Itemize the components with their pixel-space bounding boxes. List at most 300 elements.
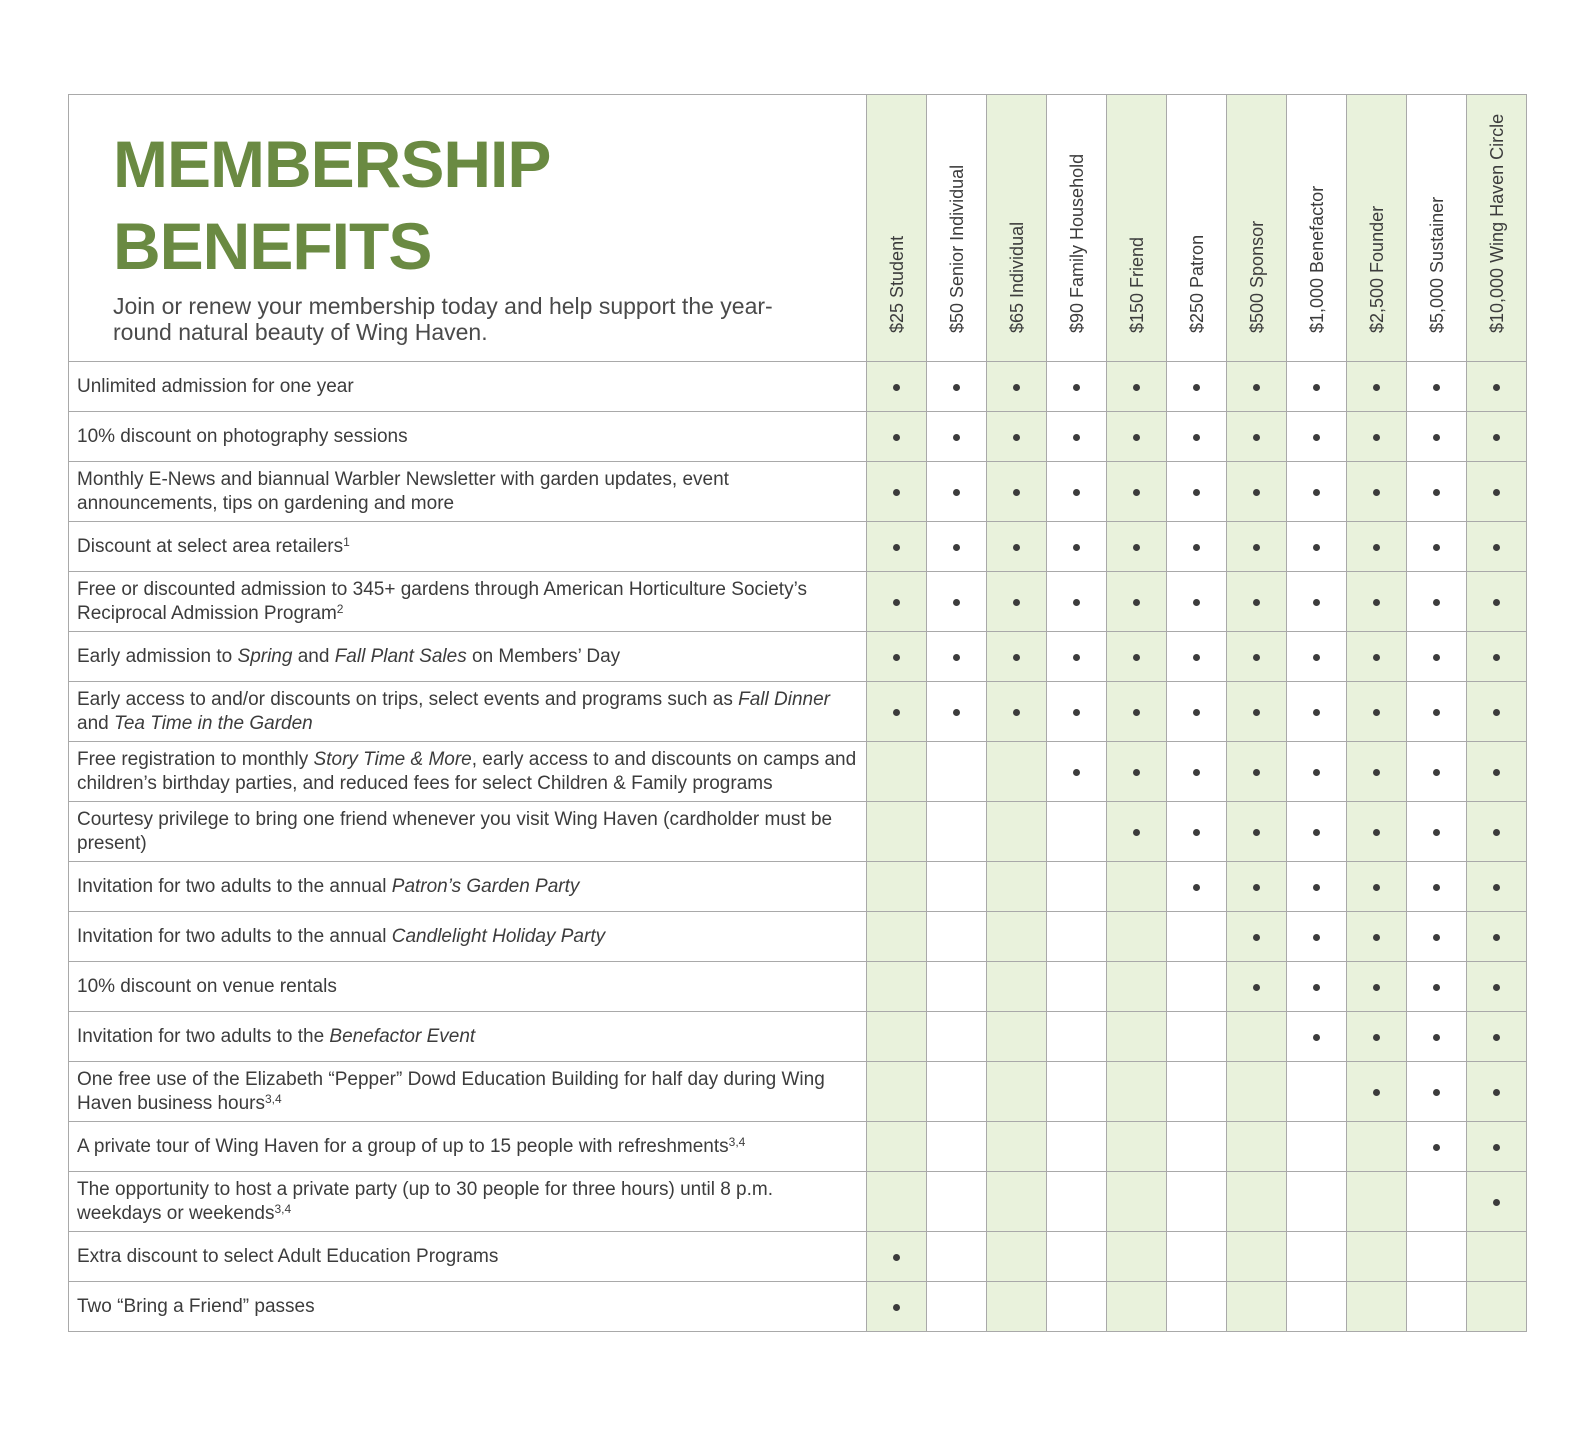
benefit-description [69,962,867,1012]
tier-cell [1287,682,1347,742]
tier-cell [1227,682,1287,742]
tier-label: $65 Individual [1006,221,1027,333]
benefit-text: and [292,645,335,667]
tier-cell [1047,1012,1107,1062]
benefit-text: Monthly E-News and biannual Warbler Newsletter with garden updates, event announcements, tips on gardening and more [77,468,729,514]
tier-cell [1347,1172,1407,1232]
tier-cell [1227,412,1287,462]
tier-cell [1467,742,1527,802]
included-bullet-icon [1073,769,1080,776]
benefit-text: 10% discount on photography sessions [77,425,408,447]
tier-cell [1347,862,1407,912]
tier-cell [987,462,1047,522]
included-bullet-icon [1073,599,1080,606]
tier-cell [1347,742,1407,802]
included-bullet-icon [1133,769,1140,776]
tier-cell [867,862,927,912]
tier-cell [1047,1232,1107,1282]
benefit-description [69,742,867,802]
tier-cell [1227,572,1287,632]
tier-label: $150 Friend [1126,236,1147,333]
included-bullet-icon [1373,599,1380,606]
included-bullet-icon [1073,654,1080,661]
benefit-description [69,572,867,632]
included-bullet-icon [1433,984,1440,991]
tier-cell [927,522,987,572]
benefit-text: on Members’ Day [466,645,621,667]
included-bullet-icon [1433,1144,1440,1151]
included-bullet-icon [1193,384,1200,391]
included-bullet-icon [1313,434,1320,441]
tier-cell [1167,362,1227,412]
benefit-row [69,682,1527,742]
tier-cell [867,962,927,1012]
tier-cell [927,462,987,522]
tier-cell [927,962,987,1012]
tier-cell [1467,632,1527,682]
footnote-ref: 3,4 [274,1201,292,1216]
benefit-description [69,912,867,962]
tier-cell [1047,1062,1107,1122]
tier-cell [1107,462,1167,522]
included-bullet-icon [1373,434,1380,441]
tier-cell [1287,412,1347,462]
included-bullet-icon [1373,709,1380,716]
included-bullet-icon [1253,829,1260,836]
included-bullet-icon [1433,709,1440,716]
tier-cell [1047,742,1107,802]
tier-cell [1227,522,1287,572]
included-bullet-icon [1253,934,1260,941]
intro-cell [69,95,867,362]
tier-cell [1287,912,1347,962]
tier-cell [927,1062,987,1122]
included-bullet-icon [953,709,960,716]
tier-cell [1407,362,1467,412]
benefit-row [69,572,1527,632]
tier-cell [1107,522,1167,572]
included-bullet-icon [1373,984,1380,991]
included-bullet-icon [1013,544,1020,551]
included-bullet-icon [1013,709,1020,716]
included-bullet-icon [953,489,960,496]
included-bullet-icon [953,544,960,551]
tier-label: $25 Student [886,235,907,333]
tier-cell [987,1172,1047,1232]
included-bullet-icon [1373,934,1380,941]
tier-cell [927,802,987,862]
tier-cell [1167,632,1227,682]
included-bullet-icon [1313,599,1320,606]
tier-cell [1407,802,1467,862]
included-bullet-icon [1493,654,1500,661]
included-bullet-icon [1313,709,1320,716]
tier-cell [1047,572,1107,632]
benefit-text: A private tour of Wing Haven for a group of up to 15 people with refreshments [77,1135,729,1157]
benefit-description [69,362,867,412]
included-bullet-icon [1373,1034,1380,1041]
tier-cell [1167,1232,1227,1282]
tier-cell [1167,572,1227,632]
benefit-text: Spring [237,645,293,667]
benefit-row [69,742,1527,802]
tier-cell [1407,412,1467,462]
included-bullet-icon [893,489,900,496]
included-bullet-icon [1133,829,1140,836]
tier-cell [1107,862,1167,912]
tier-cell [987,742,1047,802]
tier-cell [1167,912,1227,962]
tier-cell [1467,412,1527,462]
footnote-ref: 2 [336,601,344,616]
tier-cell [987,912,1047,962]
tier-label: $50 Senior Individual [946,164,967,333]
footnote-ref: 3,4 [728,1134,746,1149]
tier-cell [1047,912,1107,962]
tier-cell [867,1172,927,1232]
tier-cell [1167,1122,1227,1172]
included-bullet-icon [1493,709,1500,716]
tier-cell [1287,962,1347,1012]
included-bullet-icon [1193,829,1200,836]
benefit-row [69,1122,1527,1172]
included-bullet-icon [1133,384,1140,391]
tier-cell [1467,572,1527,632]
included-bullet-icon [1373,384,1380,391]
included-bullet-icon [893,654,900,661]
benefit-text: Invitation for two adults to the annual [77,875,392,897]
tier-cell [1347,362,1407,412]
tier-cell [1407,1062,1467,1122]
tier-cell [1107,1012,1167,1062]
tier-cell [927,572,987,632]
benefit-text: Unlimited admission for one year [77,375,354,397]
tier-cell [1107,572,1167,632]
tier-cell [987,962,1047,1012]
tier-cell [1287,1282,1347,1332]
included-bullet-icon [1493,984,1500,991]
benefit-row [69,362,1527,412]
tier-cell [1167,412,1227,462]
benefit-text: Tea Time in the Garden [113,712,313,734]
tier-cell [1107,362,1167,412]
tier-cell [1407,962,1467,1012]
tier-cell [867,742,927,802]
tier-cell [1407,632,1467,682]
tier-cell [1467,462,1527,522]
tier-cell [927,362,987,412]
included-bullet-icon [1253,384,1260,391]
included-bullet-icon [1493,934,1500,941]
tier-cell [1287,462,1347,522]
included-bullet-icon [1253,984,1260,991]
tier-cell [1227,862,1287,912]
tier-cell [1107,962,1167,1012]
tier-cell [1407,912,1467,962]
tier-cell [987,1062,1047,1122]
benefit-text: Benefactor Event [329,1025,476,1047]
included-bullet-icon [893,599,900,606]
included-bullet-icon [1073,384,1080,391]
included-bullet-icon [1433,384,1440,391]
tier-cell [987,1282,1047,1332]
benefit-text: Two “Bring a Friend” passes [77,1295,315,1317]
tier-cell [1167,462,1227,522]
included-bullet-icon [1193,654,1200,661]
included-bullet-icon [1073,709,1080,716]
benefit-row [69,912,1527,962]
tier-cell [1167,1012,1227,1062]
tier-cell [987,522,1047,572]
included-bullet-icon [1313,769,1320,776]
benefit-row [69,632,1527,682]
benefit-description [69,802,867,862]
benefit-text: Invitation for two adults to the annual [77,925,392,947]
tier-cell [1107,1282,1167,1332]
tier-cell [867,1122,927,1172]
included-bullet-icon [1253,654,1260,661]
benefit-text: Story Time & More [313,748,472,770]
tier-cell [927,1282,987,1332]
tier-cell [867,912,927,962]
tier-cell [1347,1012,1407,1062]
tier-cell [1467,1062,1527,1122]
included-bullet-icon [1253,489,1260,496]
included-bullet-icon [1433,434,1440,441]
benefit-rows [69,362,1527,1332]
included-bullet-icon [1493,1089,1500,1096]
tier-cell [1467,1232,1527,1282]
tier-cell [987,632,1047,682]
tier-cell [927,1172,987,1232]
tier-cell [927,682,987,742]
tier-cell [1467,802,1527,862]
included-bullet-icon [1193,599,1200,606]
included-bullet-icon [1313,829,1320,836]
included-bullet-icon [953,434,960,441]
tier-cell [1467,862,1527,912]
tier-cell [1287,1122,1347,1172]
tier-cell [1407,572,1467,632]
included-bullet-icon [1253,434,1260,441]
tier-cell [1407,1282,1467,1332]
benefit-text: Fall Dinner [738,688,830,710]
included-bullet-icon [1433,489,1440,496]
tier-cell [1167,1172,1227,1232]
benefit-row [69,522,1527,572]
tier-cell [1047,802,1107,862]
included-bullet-icon [1493,1034,1500,1041]
included-bullet-icon [1313,384,1320,391]
included-bullet-icon [1313,544,1320,551]
tier-cell [1287,1232,1347,1282]
benefit-row [69,962,1527,1012]
footnote-ref: 1 [343,534,350,549]
benefit-text: Early access to and/or discounts on trips, select events and programs such as [77,688,739,710]
tier-header [987,95,1047,362]
tier-header [867,95,927,362]
included-bullet-icon [893,1254,900,1261]
tier-cell [1347,412,1407,462]
included-bullet-icon [1253,884,1260,891]
benefit-text: and [77,712,114,734]
tier-cell [1227,632,1287,682]
title-line-2: BENEFITS [113,209,432,283]
included-bullet-icon [1433,884,1440,891]
membership-benefits-sheet [68,94,1518,1332]
included-bullet-icon [1373,769,1380,776]
included-bullet-icon [1313,934,1320,941]
tier-cell [1347,522,1407,572]
tier-cell [1347,682,1407,742]
included-bullet-icon [1433,1034,1440,1041]
tier-cell [927,412,987,462]
included-bullet-icon [1493,599,1500,606]
included-bullet-icon [1013,489,1020,496]
included-bullet-icon [1073,434,1080,441]
tier-cell [1047,362,1107,412]
benefits-table [68,94,1527,1332]
tier-cell [1347,1122,1407,1172]
benefit-description [69,1012,867,1062]
tier-label: $90 Family Household [1066,153,1087,333]
tier-cell [927,912,987,962]
included-bullet-icon [1493,434,1500,441]
tier-header [1347,95,1407,362]
tier-cell [1107,682,1167,742]
included-bullet-icon [1193,434,1200,441]
included-bullet-icon [1373,654,1380,661]
included-bullet-icon [1433,654,1440,661]
tier-cell [1347,572,1407,632]
benefit-text: Free or discounted admission to 345+ gardens through American Horticulture Society’s Reciprocal Admission Program [77,578,807,624]
benefit-description [69,522,867,572]
benefit-row [69,1012,1527,1062]
benefit-text: Candlelight Holiday Party [391,925,606,947]
benefit-text: Courtesy privilege to bring one friend whenever you visit Wing Haven (cardholder must be present) [77,808,833,854]
tier-cell [987,802,1047,862]
tier-label: $1,000 Benefactor [1306,185,1327,333]
tier-cell [1167,682,1227,742]
tier-cell [1287,1062,1347,1122]
included-bullet-icon [893,384,900,391]
included-bullet-icon [1073,489,1080,496]
tier-cell [1287,862,1347,912]
tier-label: $10,000 Wing Haven Circle [1486,113,1507,333]
tier-cell [987,1122,1047,1172]
tier-cell [1347,632,1407,682]
included-bullet-icon [1433,544,1440,551]
tier-label: $2,500 Founder [1366,205,1387,333]
included-bullet-icon [1133,434,1140,441]
tier-label: $5,000 Sustainer [1426,196,1447,333]
tier-cell [1467,1172,1527,1232]
benefit-text: Free registration to monthly [77,748,314,770]
tier-cell [1467,1012,1527,1062]
tier-cell [1167,962,1227,1012]
included-bullet-icon [1493,489,1500,496]
included-bullet-icon [1313,1034,1320,1041]
included-bullet-icon [1493,884,1500,891]
tier-cell [1467,1282,1527,1332]
included-bullet-icon [1433,769,1440,776]
benefit-description [69,462,867,522]
included-bullet-icon [1433,1089,1440,1096]
benefit-row [69,862,1527,912]
included-bullet-icon [953,384,960,391]
included-bullet-icon [1493,384,1500,391]
included-bullet-icon [1193,769,1200,776]
included-bullet-icon [1013,384,1020,391]
tier-cell [1227,362,1287,412]
tier-cell [1167,1282,1227,1332]
tier-cell [1107,412,1167,462]
tier-cell [1107,1122,1167,1172]
tier-cell [867,1232,927,1282]
included-bullet-icon [1193,709,1200,716]
tier-header [927,95,987,362]
included-bullet-icon [1253,709,1260,716]
tier-cell [1287,742,1347,802]
tier-cell [867,462,927,522]
tier-cell [867,362,927,412]
benefit-text: Invitation for two adults to the [77,1025,330,1047]
tier-cell [1407,522,1467,572]
tier-cell [1467,522,1527,572]
tier-cell [1227,802,1287,862]
tier-cell [1047,1122,1107,1172]
included-bullet-icon [953,654,960,661]
tier-cell [1227,1012,1287,1062]
tier-cell [1227,1122,1287,1172]
tier-cell [867,632,927,682]
tier-cell [987,362,1047,412]
included-bullet-icon [1253,599,1260,606]
tier-cell [1347,462,1407,522]
title-line-1: MEMBERSHIP [113,127,551,201]
included-bullet-icon [893,1304,900,1311]
tier-cell [1047,682,1107,742]
tier-cell [1047,632,1107,682]
tier-cell [1167,1062,1227,1122]
tier-cell [1227,462,1287,522]
tier-cell [927,1232,987,1282]
tier-label: $250 Patron [1186,234,1207,333]
benefit-description [69,1122,867,1172]
tier-cell [1347,1282,1407,1332]
included-bullet-icon [893,434,900,441]
tier-cell [1047,1282,1107,1332]
included-bullet-icon [1373,829,1380,836]
benefit-description [69,1172,867,1232]
included-bullet-icon [1493,1144,1500,1151]
included-bullet-icon [1313,489,1320,496]
included-bullet-icon [1313,984,1320,991]
included-bullet-icon [1493,1199,1500,1206]
tier-header [1227,95,1287,362]
included-bullet-icon [1133,599,1140,606]
tier-cell [1227,1062,1287,1122]
included-bullet-icon [1493,829,1500,836]
tier-cell [1407,682,1467,742]
tier-cell [1227,962,1287,1012]
tier-cell [1047,962,1107,1012]
benefit-description [69,412,867,462]
included-bullet-icon [1493,769,1500,776]
tier-cell [1467,362,1527,412]
included-bullet-icon [1493,544,1500,551]
tier-cell [1467,1122,1527,1172]
